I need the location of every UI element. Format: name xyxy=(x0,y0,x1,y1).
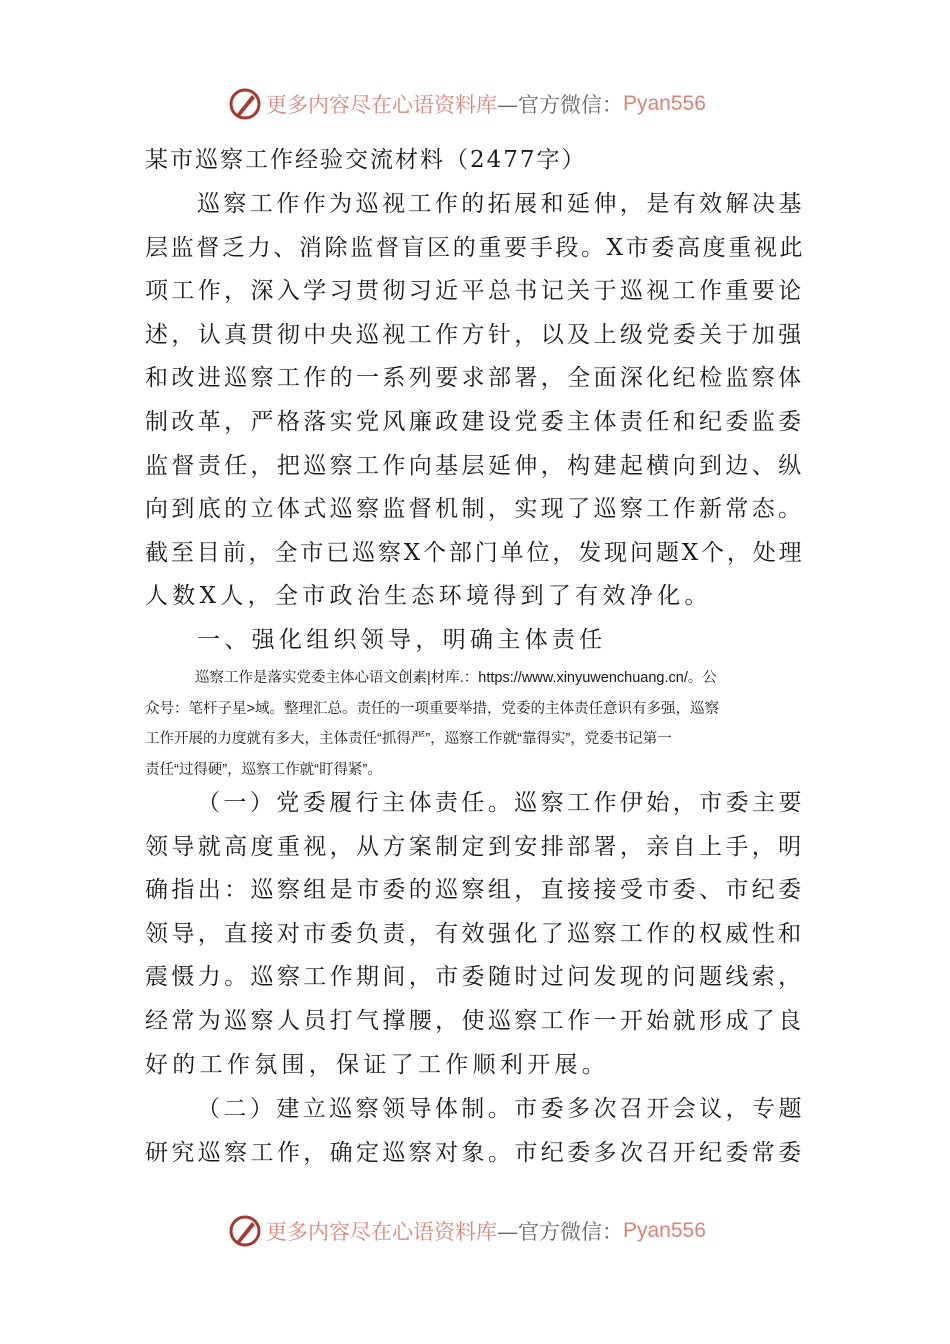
text-line: 和改进巡察工作的一系列要求部署，全面深化纪检监察体 xyxy=(145,365,805,392)
text-line: 领导就高度重视，从方案制定到安排部署，亲自上手，明 xyxy=(145,833,805,860)
text-line: 人数X人，全市政治生态环境得到了有效净化。 xyxy=(145,583,712,610)
text-line: 截至目前，全市已巡察X个部门单位，发现问题X个，处理 xyxy=(145,539,805,566)
watermark-sep: —官方微信： xyxy=(497,93,623,117)
text-line: 领导，直接对市委负责，有效强化了巡察工作的权威性和 xyxy=(145,920,805,947)
watermark-wechat: Pyan556 xyxy=(623,1219,706,1242)
watermark-brand: 更多内容尽在心语资料库 xyxy=(266,1220,497,1244)
text-line: 向到底的立体式巡察监督机制，实现了巡察工作新常态。 xyxy=(145,496,805,523)
text-line: 震慑力。巡察工作期间，市委随时过问发现的问题线索， xyxy=(145,964,805,991)
pen-logo-icon xyxy=(228,87,262,121)
text-line: 监督责任，把巡察工作向基层延伸，构建起横向到边、纵 xyxy=(145,452,805,479)
text-line: 经常为巡察人员打气撑腰，使巡察工作一开始就形成了良 xyxy=(145,1008,805,1034)
text-line: 述，认真贯彻中央巡视工作方针，以及上级党委关于加强 xyxy=(145,321,805,348)
watermark-header xyxy=(228,84,706,124)
text-line: 巡察工作是落实党委主体心语文创素|材库.：https://www.xinyuwenchuang.cn/。公 xyxy=(195,670,717,686)
text-line: 确指出：巡察组是市委的巡察组，直接接受市委、市纪委 xyxy=(145,877,805,904)
text-line: （二）建立巡察领导体制。市委多次召开会议，专题 xyxy=(197,1096,805,1122)
text-line: 责任“过得硬”，巡察工作就“盯得紧”。 xyxy=(145,761,382,778)
text-line: 好的工作氛围，保证了工作顺利开展。 xyxy=(145,1051,610,1078)
text-line: 工作开展的力度就有多大，主体责任“抓得严”，巡察工作就“靠得实”，党委书记第一 xyxy=(145,731,672,747)
text-line: 众号：笔杆子星>域。整理汇总。责任的一项重要举措，党委的主体责任意识有多强，巡察 xyxy=(145,700,719,717)
pen-logo-icon xyxy=(228,1214,262,1248)
text-line: 研究巡察工作，确定巡察对象。市纪委多次召开纪委常委 xyxy=(145,1139,805,1166)
text-line: 制改革，严格落实党风廉政建设党委主体责任和纪委监委 xyxy=(145,409,805,435)
heading-1: 一、强化组织领导，明确主体责任 xyxy=(197,627,607,653)
text-line: 层监督乏力、消除监督盲区的重要手段。X市委高度重视此 xyxy=(145,234,806,261)
watermark-wechat: Pyan556 xyxy=(623,92,706,115)
text-line: （一）党委履行主体责任。巡察工作伊始，市委主要 xyxy=(197,790,805,816)
watermark-footer xyxy=(228,1211,706,1251)
text-line: 巡察工作作为巡视工作的拓展和延伸，是有效解决基 xyxy=(197,191,805,217)
watermark-sep: —官方微信： xyxy=(497,1220,623,1244)
watermark-brand: 更多内容尽在心语资料库 xyxy=(266,93,497,117)
doc-title: 某市巡察工作经验交流材料（2477字） xyxy=(145,147,587,173)
text-line: 项工作，深入学习贯彻习近平总书记关于巡视工作重要论 xyxy=(145,278,805,305)
